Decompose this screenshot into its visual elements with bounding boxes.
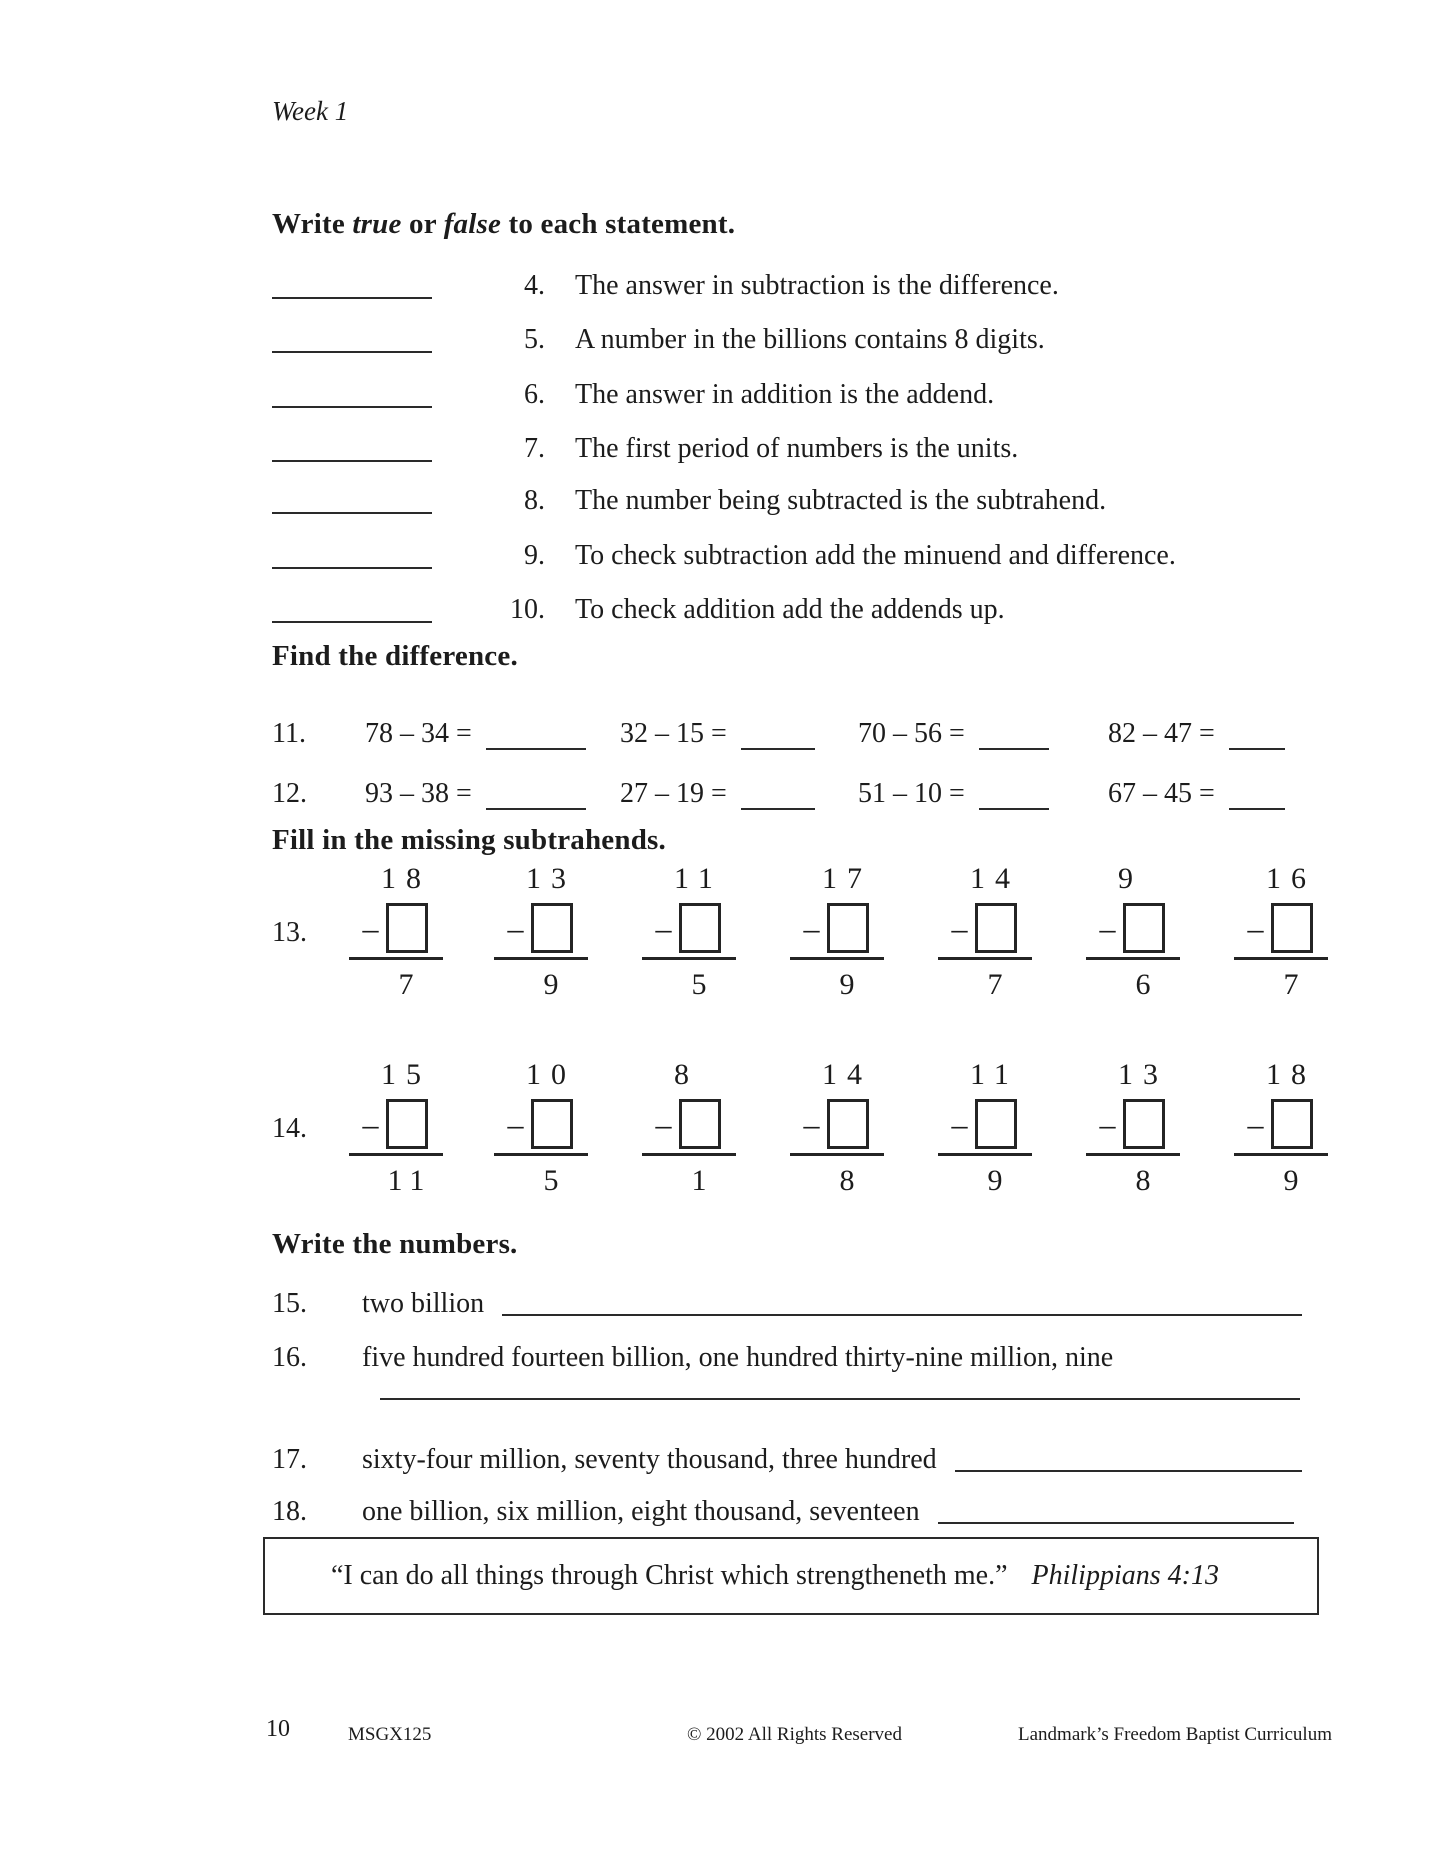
footer-curriculum: Landmark’s Freedom Baptist Curriculum <box>1018 1724 1332 1745</box>
subtrahend-box <box>975 1099 1017 1149</box>
subtrahend-problem <box>1230 1058 1330 1198</box>
subtrahend-row-14 <box>272 1058 1445 1228</box>
subtrahend-problem <box>786 862 886 1002</box>
number-words: one billion, six million, eight thousand, seventeen <box>362 1496 920 1527</box>
expression: 67 – 45 = <box>1108 778 1215 809</box>
subtrahend-box <box>1271 1099 1313 1149</box>
answer-blank <box>938 1522 1294 1524</box>
subtrahend-box <box>679 903 721 953</box>
item-number: 18. <box>272 1496 307 1527</box>
minuend: 11 <box>970 1058 1019 1091</box>
expression: 51 – 10 = <box>858 778 965 809</box>
subtrahend-problem <box>638 862 738 1002</box>
subtrahend-problem <box>1082 862 1182 1002</box>
minus-sign: – <box>655 1106 672 1142</box>
answer-blank <box>979 782 1049 810</box>
subtrahend-box <box>386 903 428 953</box>
expression: 70 – 56 = <box>858 718 965 749</box>
minuend: 11 <box>674 862 723 895</box>
subtrahend-problem <box>490 862 590 1002</box>
difference: 5 <box>543 1164 567 1197</box>
expression: 32 – 15 = <box>620 718 727 749</box>
subtraction-rule <box>349 1153 443 1156</box>
difference: 8 <box>839 1164 863 1197</box>
minuend: 8 <box>674 1058 699 1091</box>
statement-number: 7. <box>524 433 545 464</box>
statement-text: The answer in addition is the addend. <box>575 379 995 410</box>
minus-sign: – <box>507 910 524 946</box>
subtraction-rule <box>938 957 1032 960</box>
item-number: 14. <box>272 1113 307 1144</box>
heading-part: or <box>401 208 444 240</box>
statement-text: To check addition add the addends up. <box>575 594 1005 625</box>
number-row-17 <box>272 1436 1302 1476</box>
answer-blank <box>272 406 432 408</box>
subtraction-rule <box>938 1153 1032 1156</box>
subtrahend-box <box>827 1099 869 1149</box>
answer-blank <box>979 722 1049 750</box>
subtraction-rule <box>790 957 884 960</box>
difference: 9 <box>543 968 567 1001</box>
subtrahend-problem <box>638 1058 738 1198</box>
statement-row-6 <box>272 371 994 411</box>
subtraction-problem <box>365 718 586 750</box>
minus-sign: – <box>951 910 968 946</box>
difference: 7 <box>987 968 1011 1001</box>
minuend: 9 <box>1118 862 1143 895</box>
answer-blank <box>1229 722 1285 750</box>
subtrahend-problem <box>345 1058 445 1198</box>
subtraction-rule <box>1234 957 1328 960</box>
item-number: 17. <box>272 1444 307 1475</box>
subtrahend-box <box>679 1099 721 1149</box>
difference: 11 <box>387 1164 433 1197</box>
difference-row-12 <box>272 778 1445 820</box>
difference: 8 <box>1135 1164 1159 1197</box>
answer-blank <box>272 351 432 353</box>
statement-text: The answer in subtraction is the difference. <box>575 270 1059 301</box>
statement-text: To check subtraction add the minuend and difference. <box>575 540 1176 571</box>
minus-sign: – <box>1099 1106 1116 1142</box>
answer-blank <box>502 1314 1302 1316</box>
minus-sign: – <box>951 1106 968 1142</box>
subtraction-rule <box>790 1153 884 1156</box>
expression: 78 – 34 = <box>365 718 472 749</box>
item-number: 13. <box>272 917 307 948</box>
minuend: 16 <box>1266 862 1316 895</box>
statement-row-10 <box>272 586 1005 626</box>
subtraction-problem <box>858 718 1049 750</box>
answer-blank <box>272 621 432 623</box>
verse-reference: Philippians 4:13 <box>1031 1560 1219 1591</box>
answer-blank <box>380 1398 1300 1400</box>
minuend: 13 <box>526 862 576 895</box>
heading-part: Write <box>272 208 353 240</box>
answer-blank <box>486 782 586 810</box>
number-row-18 <box>272 1488 1294 1528</box>
answer-blank <box>486 722 586 750</box>
subtrahend-box <box>1271 903 1313 953</box>
subtrahends-heading: Fill in the missing subtrahends. <box>272 824 666 856</box>
answer-blank <box>272 460 432 462</box>
expression: 82 – 47 = <box>1108 718 1215 749</box>
minus-sign: – <box>362 910 379 946</box>
heading-part: to each statement. <box>501 208 736 240</box>
minuend: 18 <box>381 862 431 895</box>
minus-sign: – <box>1247 910 1264 946</box>
number-words: two billion <box>362 1288 485 1319</box>
subtrahend-problem <box>1082 1058 1182 1198</box>
number-words: sixty-four million, seventy thousand, three hundred <box>362 1444 937 1475</box>
item-number: 12. <box>272 778 307 809</box>
footer-copyright: © 2002 All Rights Reserved <box>687 1724 902 1745</box>
difference: 9 <box>987 1164 1011 1197</box>
subtraction-problem <box>365 778 586 810</box>
week-label: Week 1 <box>272 96 349 126</box>
verse-quote: “I can do all things through Christ which strengtheneth me.” <box>331 1560 1008 1591</box>
subtrahend-box <box>1123 1099 1165 1149</box>
subtraction-rule <box>642 1153 736 1156</box>
minus-sign: – <box>1247 1106 1264 1142</box>
answer-blank <box>272 297 432 299</box>
subtraction-rule <box>494 1153 588 1156</box>
statement-row-5 <box>272 316 1045 356</box>
statement-row-9 <box>272 532 1176 572</box>
minus-sign: – <box>362 1106 379 1142</box>
number-row-16 <box>272 1334 1302 1374</box>
subtrahend-problem <box>345 862 445 1002</box>
subtraction-rule <box>1234 1153 1328 1156</box>
minus-sign: – <box>507 1106 524 1142</box>
statement-row-4 <box>272 262 1059 302</box>
expression: 27 – 19 = <box>620 778 727 809</box>
answer-blank <box>955 1470 1302 1472</box>
minuend: 15 <box>381 1058 431 1091</box>
subtraction-problem <box>1108 778 1285 810</box>
subtrahend-problem <box>934 862 1034 1002</box>
difference: 9 <box>839 968 863 1001</box>
statement-row-7 <box>272 425 1018 465</box>
subtrahend-row-13 <box>272 862 1445 1032</box>
statement-number: 8. <box>524 485 545 516</box>
expression: 93 – 38 = <box>365 778 472 809</box>
subtrahend-box <box>531 1099 573 1149</box>
heading-part-false: false <box>443 208 502 240</box>
minus-sign: – <box>655 910 672 946</box>
subtraction-problem <box>620 778 815 810</box>
item-number: 11. <box>272 718 306 749</box>
item-number: 15. <box>272 1288 307 1319</box>
subtraction-rule <box>494 957 588 960</box>
find-difference-heading: Find the difference. <box>272 640 518 672</box>
difference: 6 <box>1135 968 1159 1001</box>
answer-blank <box>272 567 432 569</box>
subtrahend-problem <box>786 1058 886 1198</box>
subtrahend-box <box>827 903 869 953</box>
subtrahend-problem <box>490 1058 590 1198</box>
subtraction-problem <box>858 778 1049 810</box>
subtrahend-box <box>386 1099 428 1149</box>
verse-box <box>263 1537 1319 1615</box>
page-number: 10 <box>266 1716 290 1742</box>
difference: 7 <box>398 968 422 1001</box>
statement-number: 6. <box>524 379 545 410</box>
answer-blank <box>741 782 815 810</box>
minus-sign: – <box>803 910 820 946</box>
true-false-heading <box>272 208 735 241</box>
difference: 9 <box>1283 1164 1307 1197</box>
difference: 1 <box>691 1164 715 1197</box>
minuend: 10 <box>526 1058 576 1091</box>
minuend: 18 <box>1266 1058 1316 1091</box>
answer-blank <box>1229 782 1285 810</box>
statement-number: 9. <box>524 540 545 571</box>
subtrahend-box <box>975 903 1017 953</box>
minuend: 13 <box>1118 1058 1168 1091</box>
number-row-15 <box>272 1280 1302 1320</box>
answer-blank <box>741 722 815 750</box>
statement-number: 5. <box>524 324 545 355</box>
item-number: 16. <box>272 1342 307 1373</box>
minus-sign: – <box>803 1106 820 1142</box>
subtrahend-problem <box>1230 862 1330 1002</box>
statement-row-8 <box>272 477 1106 517</box>
statement-text: The first period of numbers is the units. <box>575 433 1019 464</box>
minuend: 14 <box>822 1058 872 1091</box>
subtraction-rule <box>1086 1153 1180 1156</box>
subtraction-rule <box>642 957 736 960</box>
subtraction-rule <box>1086 957 1180 960</box>
subtrahend-problem <box>934 1058 1034 1198</box>
difference: 7 <box>1283 968 1307 1001</box>
subtrahend-box <box>531 903 573 953</box>
difference-row-11 <box>272 718 1445 760</box>
statement-number: 4. <box>524 270 545 301</box>
difference: 5 <box>691 968 715 1001</box>
minuend: 17 <box>822 862 872 895</box>
footer-code: MSGX125 <box>348 1724 432 1745</box>
statement-number: 10. <box>510 594 545 625</box>
heading-part-true: true <box>352 208 402 240</box>
write-numbers-heading: Write the numbers. <box>272 1228 518 1260</box>
subtraction-rule <box>349 957 443 960</box>
minuend: 14 <box>970 862 1020 895</box>
number-words: five hundred fourteen billion, one hundred thirty-nine million, nine <box>362 1342 1114 1373</box>
statement-text: A number in the billions contains 8 digits. <box>575 324 1045 355</box>
minus-sign: – <box>1099 910 1116 946</box>
subtraction-problem <box>620 718 815 750</box>
answer-blank <box>272 512 432 514</box>
statement-text: The number being subtracted is the subtrahend. <box>575 485 1107 516</box>
subtrahend-box <box>1123 903 1165 953</box>
subtraction-problem <box>1108 718 1285 750</box>
